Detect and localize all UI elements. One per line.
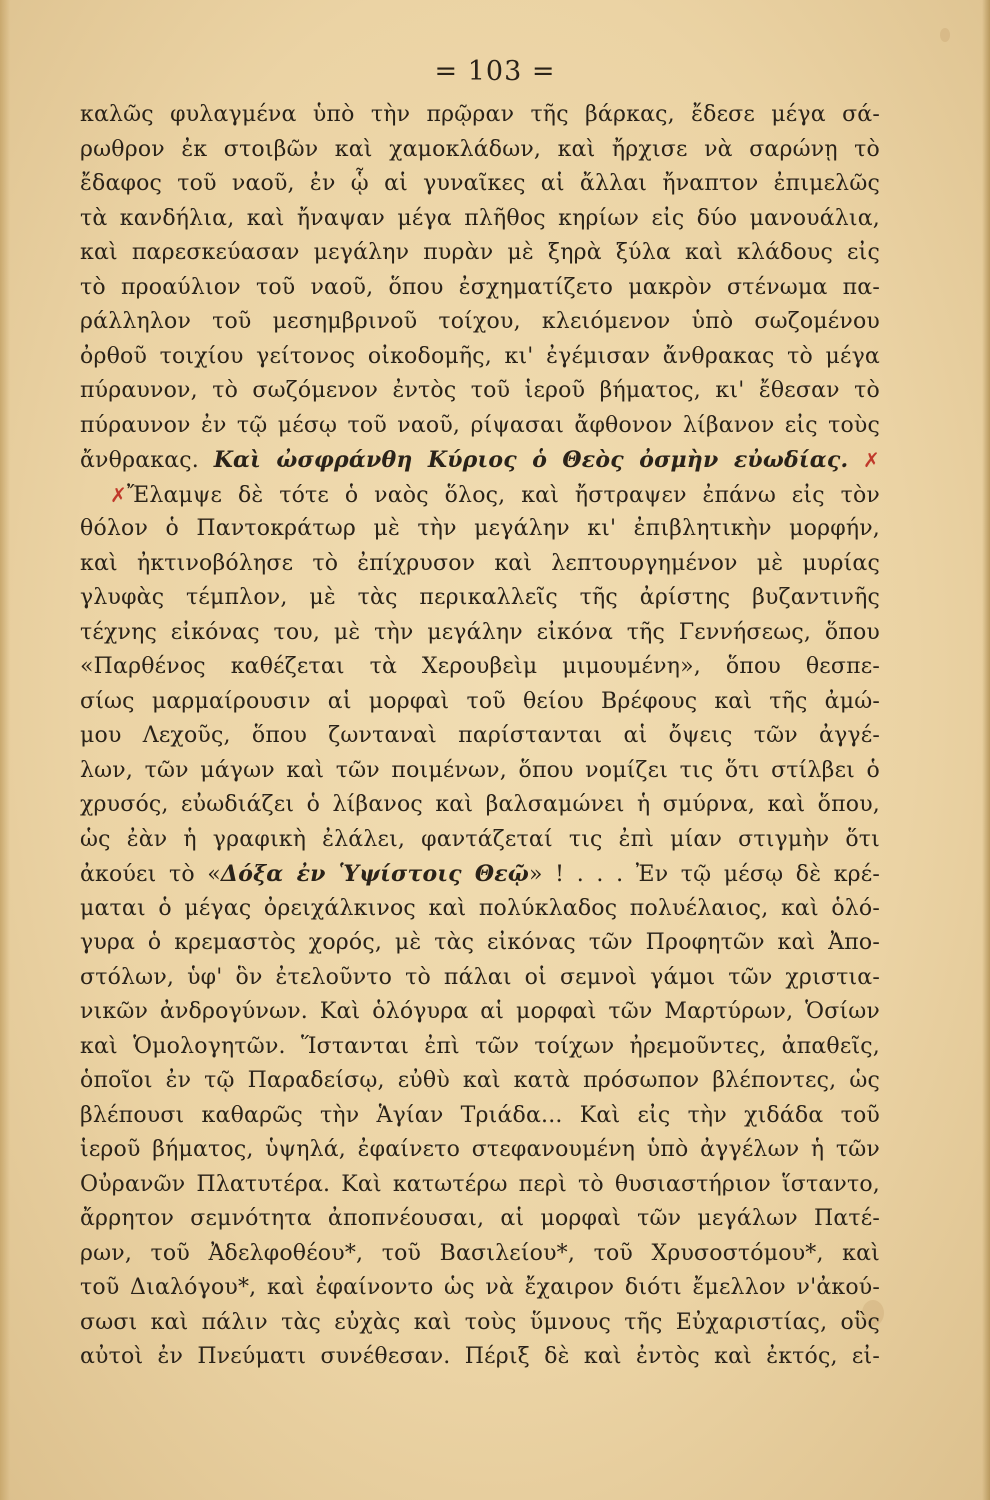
- text-line: καὶ ἠκτινοβόλησε τὸ ἐπίχρυσον καὶ λεπτουργημένον μὲ μυρίας: [80, 550, 880, 576]
- text-line: λων, τῶν μάγων καὶ τῶν ποιμένων, ὅπου νομίζει τις ὅτι στίλβει ὁ: [80, 757, 880, 783]
- text-line: βλέπουσι καθαρῶς τὴν Ἁγίαν Τριάδα... Καὶ εἰς τὴν χιδάδα τοῦ: [80, 1102, 880, 1128]
- text-line: ρων, τοῦ Ἀδελφοθέου*, τοῦ Βασιλείου*, τοῦ Χρυσοστόμου*, καὶ: [80, 1240, 880, 1266]
- text-line: καὶ παρεσκεύασαν μεγάλην πυρὰν μὲ ξηρὰ ξύλα καὶ κλάδους εἰς: [80, 240, 880, 265]
- line-lead: ἀκούει τὸ «: [80, 862, 221, 887]
- text-line: ἱεροῦ βήματος, ὑψηλά, ἐφαίνετο στεφανουμένη ὑπὸ ἀγγέλων ἡ τῶν: [80, 1137, 880, 1162]
- text-line: τὰ κανδήλια, καὶ ἤναψαν μέγα πλῆθος κηρίων εἰς δύο μανουάλια,: [80, 205, 880, 231]
- text-line: ἔδαφος τοῦ ναοῦ, ἐν ᾧ αἱ γυναῖκες αἱ ἄλλαι ἤναπτον ἐπιμελῶς: [80, 171, 880, 196]
- text-line: γλυφὰς τέμπλον, μὲ τὰς περικαλλεῖς τῆς ἀρίστης βυζαντινῆς: [80, 585, 880, 610]
- pencil-mark-icon: ✗: [863, 448, 880, 472]
- text-line: γυρα ὁ κρεμαστὸς χορός, μὲ τὰς εἰκόνας τῶν Προφητῶν καὶ Ἀπο-: [80, 930, 880, 955]
- text-line: ρωθρον ἐκ στοιβῶν καὶ χαμοκλάδων, καὶ ἤρχισε νὰ σαρώνῃ τὸ: [80, 136, 880, 162]
- text-line: χρυσός, εὐωδιάζει ὁ λίβανος καὶ βαλσαμώνει ἡ σμύρνα, καὶ ὅπου,: [80, 792, 880, 817]
- body-text: [80, 98, 880, 1375]
- text-line: σωσι καὶ πάλιν τὰς εὐχὰς καὶ τοὺς ὕμνους τῆς Εὐχαριστίας, οὓς: [80, 1309, 880, 1335]
- text-line: καλῶς φυλαγμένα ὑπὸ τὴν πρῷραν τῆς βάρκας, ἔδεσε μέγα σά-: [80, 102, 880, 127]
- text-line: τὸ προαύλιον τοῦ ναοῦ, ὅπου ἐσχηματίζετο μακρὸν στένωμα πα-: [80, 274, 880, 300]
- text-line: Οὐρανῶν Πλατυτέρα. Καὶ κατωτέρω περὶ τὸ θυσιαστήριον ἵσταντο,: [80, 1171, 880, 1197]
- page-edge-shadow-right: [982, 0, 990, 1500]
- text-line: νικῶν ἀνδρογύνων. Καὶ ὁλόγυρα αἱ μορφαὶ τῶν Μαρτύρων, Ὁσίων: [80, 999, 880, 1024]
- text-line-with-quote: [80, 443, 880, 478]
- text-line: ὡς ἐὰν ἡ γραφικὴ ἐλάλει, φαντάζεταί τις ἐπὶ μίαν στιγμὴν ὅτι: [80, 826, 880, 852]
- line-lead: ἄνθρακας.: [80, 448, 199, 473]
- text-line: σίως μαρμαίρουσιν αἱ μορφαὶ τοῦ θείου Βρέφους καὶ τῆς ἀμώ-: [80, 688, 880, 714]
- text-line: τοῦ Διαλόγου*, καὶ ἐφαίνοντο ὡς νὰ ἔχαιρον διότι ἔμελλον ν'ἀκού-: [80, 1275, 880, 1300]
- page-edge-shadow-left: [0, 0, 10, 1500]
- ink-speck: [940, 28, 950, 42]
- text-line: καὶ Ὁμολογητῶν. Ἵστανται ἐπὶ τῶν τοίχων ἠρεμοῦντες, ἀπαθεῖς,: [80, 1033, 880, 1059]
- hymn-quote: Δόξα ἐν Ὑψίστοις Θεῷ: [220, 861, 530, 887]
- page-number-header: = 103 =: [434, 56, 556, 87]
- text-line: πύραυνον, τὸ σωζόμενον ἐντὸς τοῦ ἱεροῦ βήματος, κι' ἔθεσαν τὸ: [80, 378, 880, 403]
- text-line: τέχνης εἰκόνας του, μὲ τὴν μεγάλην εἰκόνα τῆς Γεννήσεως, ὅπου: [80, 619, 880, 645]
- text-line: μου Λεχοῦς, ὅπου ζωνταναὶ παρίστανται αἱ ὄψεις τῶν ἀγγέ-: [80, 723, 880, 748]
- paragraph-start-line: [80, 478, 880, 513]
- scripture-quote: Καὶ ὠσφράνθη Κύριος ὁ Θεὸς ὀσμὴν εὐωδίας.: [213, 447, 849, 473]
- text-line: πύραυνον ἐν τῷ μέσῳ τοῦ ναοῦ, ρίψασαι ἄφθονον λίβανον εἰς τοὺς: [80, 412, 880, 438]
- text-line-with-hymn: [80, 857, 880, 892]
- line-tail: » ! . . . Ἐν τῷ μέσῳ δὲ κρέ-: [529, 862, 881, 887]
- text-line: ὀρθοῦ τοιχίου γείτονος οἰκοδομῆς, κι' ἐγέμισαν ἄνθρακας τὸ μέγα: [80, 343, 880, 369]
- text-line: ἄρρητον σεμνότητα ἀποπνέουσαι, αἱ μορφαὶ τῶν μεγάλων Πατέ-: [80, 1206, 880, 1231]
- text-line: θόλον ὁ Παντοκράτωρ μὲ τὴν μεγάλην κι' ἐπιβλητικὴν μορφήν,: [80, 516, 880, 541]
- line-text: Ἔλαμψε δὲ τότε ὁ ναὸς ὅλος, καὶ ἤστραψεν ἐπάνω εἰς τὸν: [126, 482, 880, 508]
- text-line: ὁποῖοι ἐν τῷ Παραδείσῳ, εὐθὺ καὶ κατὰ πρόσωπον βλέποντες, ὡς: [80, 1068, 880, 1093]
- text-line: μαται ὁ μέγας ὀρειχάλκινος καὶ πολύκλαδος πολυέλαιος, καὶ ὁλό-: [80, 895, 880, 921]
- text-line: στόλων, ὑφ' ὃν ἐτελοῦντο τὸ πάλαι οἱ σεμνοὶ γάμοι τῶν χριστια-: [80, 964, 880, 990]
- text-line: αὐτοὶ ἐν Πνεύματι συνέθεσαν. Πέριξ δὲ καὶ ἐντὸς καὶ ἐκτός, εἰ-: [80, 1344, 880, 1369]
- text-line: ράλληλον τοῦ μεσημβρινοῦ τοίχου, κλειόμενον ὑπὸ σωζομένου: [80, 309, 880, 334]
- text-line: «Παρθένος καθέζεται τὰ Χερουβεὶμ μιμουμένη», ὅπου θεσπε-: [80, 654, 880, 679]
- pencil-mark-icon: ✗: [110, 482, 127, 507]
